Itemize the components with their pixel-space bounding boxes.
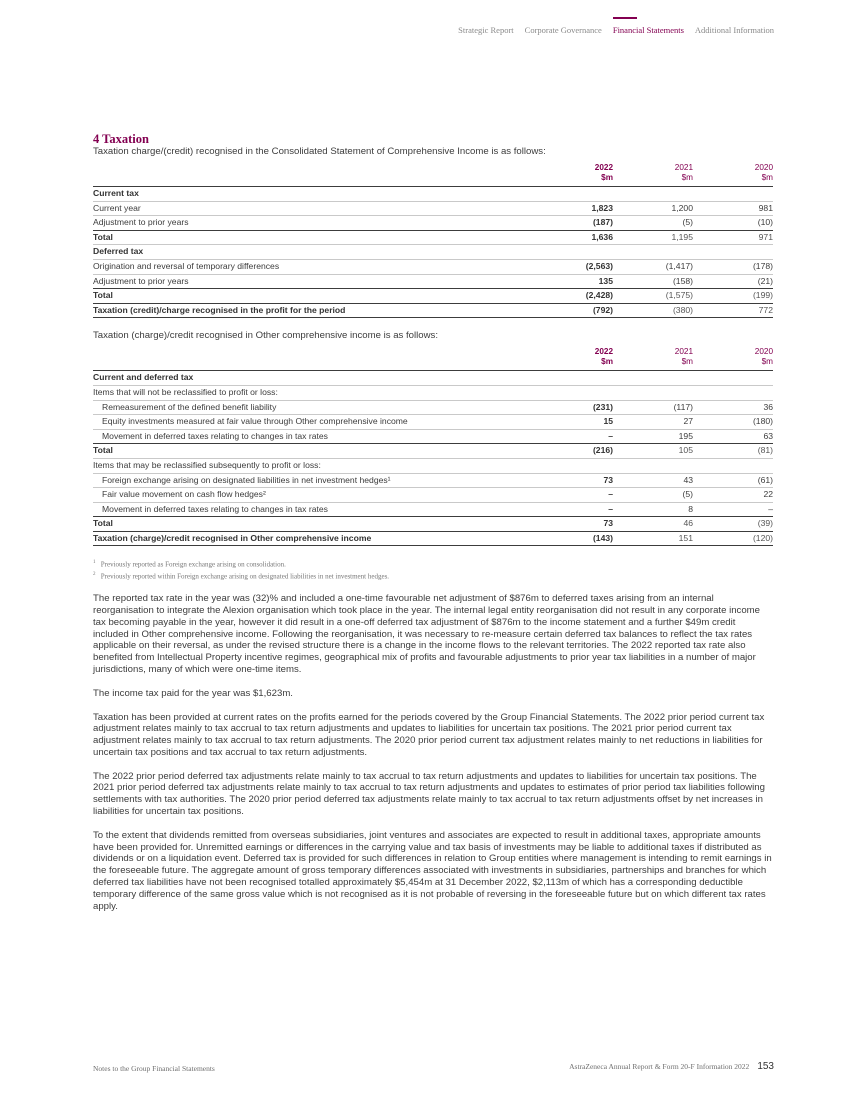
cell-2020: (199) (693, 289, 773, 304)
cell-2022: 15 (533, 415, 613, 430)
table-row (93, 245, 773, 260)
cell-2021: (158) (613, 274, 693, 289)
paragraph-tax-rate: The reported tax rate in the year was (32)% and included a one-time favourable net adjustment of $876m to deferred taxes arising from an internal reorganisation to integrate the Alexion organisation which took place in the year. The internal legal entity reorganisation did not result in any corporate income tax becoming payable in the year, however it did result in a one-off deferred tax adjustment of $876m to the income statement and a further $49m credit included in Other comprehensive income. Following the reorganisation, it was necessary to re-measure certain deferred tax balances to reflect the tax rates applicable on their reversal, as under the revised structure there is a change in the income flows to the relevant territories. The 2022 reported tax rate also benefited from Intellectual Property incentive regimes, geographical mix of profits and favourable adjustments to prior year tax liabilities in a number of major jurisdictions, many of which were one-time items. (93, 593, 760, 675)
row-label: Movement in deferred taxes relating to changes in tax rates (93, 502, 533, 517)
cell-2021: 105 (613, 444, 693, 459)
table-row (93, 488, 773, 503)
cell-2020: (180) (693, 415, 773, 430)
row-label: Current tax (93, 187, 533, 202)
cell-2020: (178) (693, 259, 773, 274)
table-row (93, 502, 773, 517)
cell-2021: 1,195 (613, 230, 693, 245)
cell-2022: 1,636 (533, 230, 613, 245)
row-label: Items that will not be reclassified to profit or loss: (93, 385, 533, 400)
top-navigation (458, 25, 774, 35)
cell-2021: 43 (613, 473, 693, 488)
row-label: Taxation (charge)/credit recognised in Other comprehensive income (93, 531, 533, 546)
footer-report-title: AstraZeneca Annual Report & Form 20-F Information 2022 (569, 1062, 750, 1071)
table1-header-label (93, 161, 533, 187)
cell-2022: – (533, 488, 613, 503)
cell-2022 (533, 458, 613, 473)
row-label: Origination and reversal of temporary differences (93, 259, 533, 274)
footnote-2: $^2$ Previously reported within Foreign exchange arising on designated liabilities in net investment hedges. (93, 571, 390, 581)
row-label: Taxation (credit)/charge recognised in the profit for the period (93, 303, 533, 318)
cell-2022 (533, 385, 613, 400)
footnotes (93, 558, 773, 581)
table-row (93, 531, 773, 546)
income-statement-tax-table (93, 161, 773, 318)
cell-2020: 22 (693, 488, 773, 503)
table-row (93, 201, 773, 216)
cell-2021: (5) (613, 216, 693, 231)
row-label: Items that may be reclassified subsequently to profit or loss: (93, 458, 533, 473)
table2-col-2021: 2021 $m (674, 347, 693, 366)
nav-additional-information[interactable]: Additional Information (694, 25, 774, 35)
table-row (93, 371, 773, 386)
cell-2021: 8 (613, 502, 693, 517)
cell-2021 (613, 458, 693, 473)
footer-section-label: Notes to the Group Financial Statements (93, 1064, 215, 1073)
cell-2022: (216) (533, 444, 613, 459)
cell-2021: (1,575) (613, 289, 693, 304)
table-row (93, 400, 773, 415)
table-row (93, 444, 773, 459)
cell-2020: (10) (693, 216, 773, 231)
row-label: Deferred tax (93, 245, 533, 260)
cell-2020: – (693, 502, 773, 517)
cell-2021: 27 (613, 415, 693, 430)
cell-2021 (613, 385, 693, 400)
cell-2022 (533, 245, 613, 260)
cell-2022: (2,428) (533, 289, 613, 304)
row-label: Current year (93, 201, 533, 216)
row-label: Total (93, 517, 533, 532)
table2-col-2020: 2020 $m (754, 347, 773, 366)
footnote-1: $^1$ Previously reported as Foreign exchange arising on consolidation. (93, 560, 286, 569)
paragraph-tax-paid: The income tax paid for the year was $1,623m. (93, 687, 293, 699)
table1-col-2022: 2022 $m (594, 163, 613, 182)
cell-2021: (117) (613, 400, 693, 415)
page-number: 153 (757, 1061, 774, 1072)
row-label: Fair value movement on cash flow hedges² (93, 488, 533, 503)
paragraph-dividends: To the extent that dividends remitted from overseas subsidiaries, joint ventures and associates are expected to result in additional taxes, appropriate amounts have been provided for. Unremitted earnings or differences in the carrying value and tax basis of investments may be liable to additional taxes if distributed as dividends or on a liquidation event. Deferred tax is provided for such differences in relation to Group entities where management is intending to remit earnings in the foreseeable future. The aggregate amount of gross temporary differences associated with investments in subsidiaries, partnerships and branches for which deferred tax liabilities have not been recognised totalled approximately $5,454m at 31 December 2022, $2,113m of which has a corresponding deductible temporary difference of the same gross value which is not recognised as it is not probable of reversing in the foreseeable future but on which different tax rates apply. (93, 829, 772, 912)
cell-2022: 73 (533, 517, 613, 532)
table2-header-label (93, 345, 533, 371)
section-title: 4 Taxation (93, 132, 149, 146)
table-row (93, 385, 773, 400)
cell-2022: 73 (533, 473, 613, 488)
cell-2022: (2,563) (533, 259, 613, 274)
table-row (93, 303, 773, 318)
row-label: Adjustment to prior years (93, 274, 533, 289)
row-label: Total (93, 230, 533, 245)
row-label: Remeasurement of the defined benefit liability (93, 400, 533, 415)
cell-2021: 151 (613, 531, 693, 546)
cell-2021: 195 (613, 429, 693, 444)
table-row (93, 230, 773, 245)
cell-2020 (693, 371, 773, 386)
table-row (93, 216, 773, 231)
cell-2020 (693, 458, 773, 473)
row-label: Adjustment to prior years (93, 216, 533, 231)
table2-col-2022: 2022 $m (594, 347, 613, 366)
table1-intro: Taxation charge/(credit) recognised in the Consolidated Statement of Comprehensive Income is as follows: (93, 146, 546, 157)
table-row (93, 187, 773, 202)
table2-intro: Taxation (charge)/credit recognised in Other comprehensive income is as follows: (93, 330, 438, 342)
cell-2020: 36 (693, 400, 773, 415)
cell-2022: (143) (533, 531, 613, 546)
cell-2021: 1,200 (613, 201, 693, 216)
cell-2020: 981 (693, 201, 773, 216)
cell-2020: (81) (693, 444, 773, 459)
cell-2021: (5) (613, 488, 693, 503)
row-label: Current and deferred tax (93, 371, 533, 386)
cell-2022 (533, 371, 613, 386)
footer-report (569, 1061, 774, 1072)
nav-financial-statements[interactable]: Financial Statements (612, 25, 684, 35)
cell-2022: (792) (533, 303, 613, 318)
nav-corporate-governance[interactable]: Corporate Governance (524, 25, 602, 35)
table-row (93, 429, 773, 444)
paragraph-deferred-tax: The 2022 prior period deferred tax adjustments relate mainly to tax accrual to tax return adjustments and updates to liabilities for uncertain tax positions. The 2021 prior period deferred tax adjustments relate mainly to tax accrual to tax return adjustments and updates to estimates of prior period tax liabilities following settlements with tax authorities. The 2020 prior period deferred tax adjustments relate mainly to tax accrual to tax return adjustments offset by net increases in liabilities for uncertain tax positions. (93, 770, 765, 818)
table-row (93, 517, 773, 532)
table-row (93, 274, 773, 289)
table-row (93, 473, 773, 488)
row-label: Total (93, 289, 533, 304)
cell-2020: (61) (693, 473, 773, 488)
cell-2020: 971 (693, 230, 773, 245)
main-content (93, 132, 773, 912)
cell-2021 (613, 245, 693, 260)
table-row (93, 259, 773, 274)
table-row (93, 289, 773, 304)
cell-2021: 46 (613, 517, 693, 532)
cell-2022 (533, 187, 613, 202)
cell-2022: 135 (533, 274, 613, 289)
row-label: Equity investments measured at fair value through Other comprehensive income (93, 415, 533, 430)
row-label: Foreign exchange arising on designated liabilities in net investment hedges¹ (93, 473, 533, 488)
table1-col-2020: 2020 $m (754, 163, 773, 182)
cell-2022: – (533, 502, 613, 517)
cell-2020 (693, 187, 773, 202)
cell-2020: 63 (693, 429, 773, 444)
table-row (93, 458, 773, 473)
cell-2021: (380) (613, 303, 693, 318)
cell-2020 (693, 385, 773, 400)
cell-2021 (613, 187, 693, 202)
cell-2022: – (533, 429, 613, 444)
row-label: Movement in deferred taxes relating to changes in tax rates (93, 429, 533, 444)
cell-2020: 772 (693, 303, 773, 318)
cell-2020: (39) (693, 517, 773, 532)
oci-tax-table (93, 345, 773, 546)
cell-2020: (120) (693, 531, 773, 546)
cell-2020: (21) (693, 274, 773, 289)
table1-header (93, 161, 773, 187)
table-row (93, 415, 773, 430)
cell-2021: (1,417) (613, 259, 693, 274)
cell-2020 (693, 245, 773, 260)
cell-2022: 1,823 (533, 201, 613, 216)
row-label: Total (93, 444, 533, 459)
cell-2021 (613, 371, 693, 386)
table1-col-2021: 2021 $m (674, 163, 693, 182)
table2-header (93, 345, 773, 371)
cell-2022: (187) (533, 216, 613, 231)
paragraph-current-tax: Taxation has been provided at current rates on the profits earned for the periods covered by the Group Financial Statements. The 2022 prior period current tax adjustment relates mainly to tax accrual to tax return adjustments and updates to liabilities for uncertain tax positions. The 2021 prior period current tax adjustment relates mainly to tax accrual to tax return adjustments. The 2020 prior period current tax adjustment relates mainly to net reductions in liabilities for uncertain tax positions and tax accrual to tax return adjustments. (93, 711, 765, 758)
nav-strategic-report[interactable]: Strategic Report (458, 25, 514, 35)
cell-2022: (231) (533, 400, 613, 415)
